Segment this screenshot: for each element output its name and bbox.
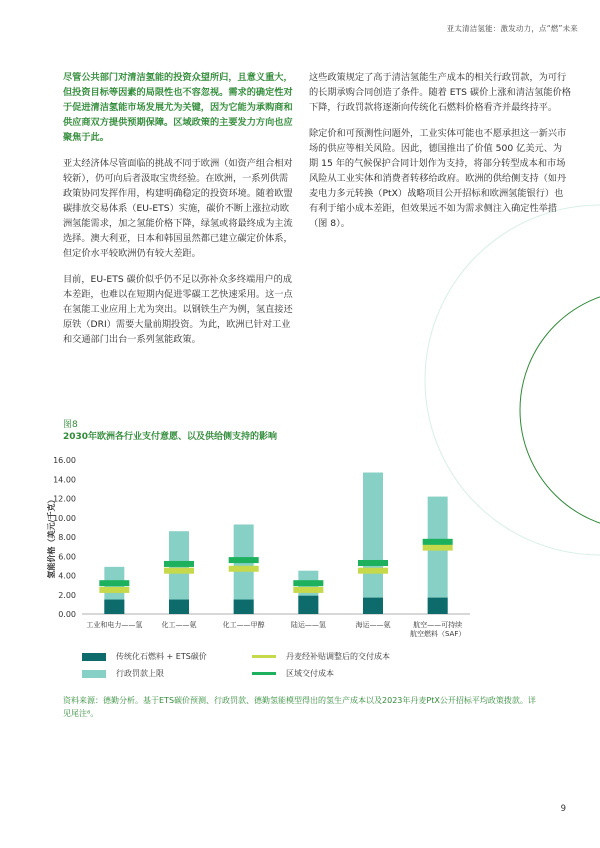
page-number: 9 xyxy=(560,804,566,814)
bar-fossil-ets xyxy=(428,598,448,614)
legend-swatch xyxy=(252,655,276,658)
legend-label: 传统化石燃料 + ETS碳价 xyxy=(116,652,207,661)
y-tick-label: 16.00 xyxy=(53,456,76,465)
x-tick-label: 海运——氨 xyxy=(355,621,391,629)
marker-denmark-subsidy xyxy=(99,587,129,593)
marker-denmark-subsidy xyxy=(293,587,323,593)
body-paragraph: 除定价和可预测性问题外，工业实体可能也不愿承担这一新兴市场的供应等相关风险。因此，德国推出了价值 500 亿美元、为期 15 年的气候保护合同计划作为支持，将部分转型成本和市场风险从工业实体和消费者转移给政府。欧洲的供给侧支持（如丹麦电力多元转换（PtX）战略项目公开招标和欧洲氢能银行）也有利于缩小成本差距，但效果远不如为需求侧注入确定性举措（图 8）。 xyxy=(309,128,567,229)
legend-swatch xyxy=(82,653,106,661)
bar-fossil-ets xyxy=(169,600,189,614)
source-note: 资料来源：德勤分析。基于ETS碳价预测、行政罚款、德勤氢能模型得出的氢生产成本以及2023年丹麦PtX公开招标平均政策拨款。详见尾注⁸。 xyxy=(63,696,536,718)
x-tick-label: 化工——甲醇 xyxy=(222,621,265,629)
legend-item xyxy=(252,668,334,679)
y-tick-label: 10.00 xyxy=(53,513,76,523)
legend-swatch xyxy=(82,670,106,678)
figure-label: 图8 xyxy=(63,420,78,430)
x-tick-label: 航空——可持续 xyxy=(413,621,463,629)
legend-label: 行政罚款上限 xyxy=(116,669,164,678)
y-tick-label: 8.00 xyxy=(58,533,76,542)
marker-regional-cost xyxy=(293,580,323,586)
body-paragraph: 这些政策规定了高于清洁氢能生产成本的相关行政罚款，为可行的长期承购合同创造了条件。随着 ETS 碳价上涨和清洁氢能价格下降，行政罚款将逐渐向传统化石燃料价格看齐并最终持平。 xyxy=(309,72,571,113)
marker-denmark-subsidy xyxy=(229,566,259,572)
x-tick-label: 化工——氨 xyxy=(161,621,197,629)
legend-item xyxy=(82,651,207,662)
legend-item xyxy=(82,668,164,679)
bar-penalty-cap xyxy=(428,497,448,614)
x-tick-label: 工业和电力——氢 xyxy=(86,621,143,629)
legend-label: 区域交付成本 xyxy=(286,669,334,678)
bar-penalty-cap xyxy=(363,473,383,614)
y-tick-label: 12.00 xyxy=(53,494,76,504)
legend-swatch xyxy=(252,672,276,675)
y-tick-label: 0.00 xyxy=(58,610,76,619)
lead-paragraph: 尽管公共部门对清洁氢能的投资众望所归，且意义重大，但投资目标等因素的局限性也不容忽视。需求的确定性对于促进清洁氢能市场发展尤为关键，因为它能为承购商和供应商双方提供预期保障。区域政策的主要发力方向也应聚焦于此。 xyxy=(63,72,293,143)
bar-fossil-ets xyxy=(298,596,318,614)
bar-fossil-ets xyxy=(234,600,254,614)
marker-regional-cost xyxy=(423,539,453,545)
figure-title: 2030年欧洲各行业支付意愿、以及供给侧支持的影响 xyxy=(63,432,278,442)
marker-regional-cost xyxy=(99,580,129,586)
y-axis-label: 氢能价格（美元/千克） xyxy=(47,495,56,579)
legend-label: 丹麦经补贴调整后的交付成本 xyxy=(286,652,390,661)
marker-regional-cost xyxy=(229,557,259,563)
marker-denmark-subsidy xyxy=(358,568,388,574)
running-header: 亚太清洁氢能：激发动力，点“燃”未来 xyxy=(446,24,578,33)
marker-regional-cost xyxy=(358,560,388,566)
marker-regional-cost xyxy=(164,561,194,567)
body-paragraph: 亚太经济体尽管面临的挑战不同于欧洲（如资产组合相对较新），仍可向后者汲取宝贵经验。在欧洲，一系列供需政策协同发挥作用，构建明确稳定的投资环境。随着欧盟碳排放交易体系（EU-ETS）实施，碳价不断上涨拉动欧洲氢能需求，加之氢能价格下降，绿氢或将最终成为主流选择。澳大利亚，日本和韩国虽然都已建立碳定价体系，但定价水平较欧洲仍有较大差距。 xyxy=(63,158,293,259)
x-tick-label: 航空燃料（SAF） xyxy=(409,630,466,638)
bar-fossil-ets xyxy=(363,598,383,614)
y-tick-label: 4.00 xyxy=(58,571,76,581)
y-tick-label: 14.00 xyxy=(53,475,76,485)
marker-denmark-subsidy xyxy=(164,568,194,574)
marker-denmark-subsidy xyxy=(423,545,453,551)
y-tick-label: 6.00 xyxy=(58,552,76,562)
legend-item xyxy=(252,651,390,662)
x-tick-label: 陆运——氢 xyxy=(290,621,326,629)
y-tick-label: 2.00 xyxy=(58,590,76,600)
bar-fossil-ets xyxy=(104,600,124,614)
body-paragraph: 目前，EU-ETS 碳价似乎仍不足以弥补众多终端用户的成本差距，也难以在短期内促进零碳工艺快速采用。这一点在氢能工业应用上尤为突出。以钢铁生产为例，氢直接还原铁（DRI）需要大量前期投资。为此，欧洲已针对工业和交通部门出台一系列氢能政策。 xyxy=(63,274,293,345)
